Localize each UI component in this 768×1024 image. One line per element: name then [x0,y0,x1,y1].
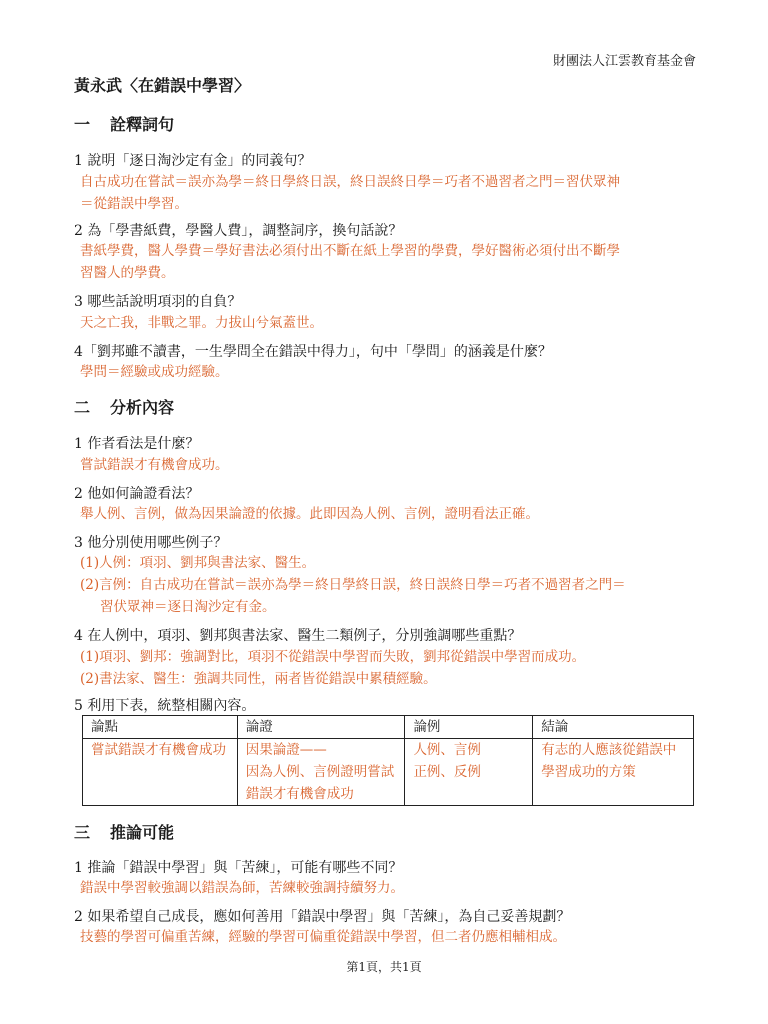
table-cell [405,739,533,806]
section-title: 詮釋詞句 [110,115,175,134]
section-title: 推論可能 [110,823,175,842]
table-header: 論證 [237,716,405,739]
answer-line: (1)人例：項羽、劉邦與書法家、醫生。 [80,555,316,571]
question-2-1: 1 作者看法是什麼？ [74,436,200,452]
table-header: 論點 [83,716,238,739]
question-3-2: 2 如果希望自己成長，應如何善用「錯誤中學習」與「苦練」，為自己妥善規劃？ [74,909,571,925]
table-header-row [83,716,694,739]
organization-name: 財團法人江雲教育基金會 [552,54,696,69]
answer-line: (1)項羽、劉邦：強調對比，項羽不從錯誤中學習而失敗，劉邦從錯誤中學習而成功。 [80,649,586,665]
answer-2-1: 嘗試錯誤才有機會成功。 [80,457,229,473]
section-title: 分析內容 [110,398,175,417]
document-title: 黃永武〈在錯誤中學習〉 [74,76,251,95]
answer-line: 習醫人的學費。 [80,265,175,281]
answer-line: (2)言例：自古成功在嘗試＝誤亦為學＝終日學終日誤，終日誤終日學＝巧者不過習者之門＝ [80,577,626,593]
section-number: 三 [74,823,91,842]
answer-line: (2)書法家、醫生：強調共同性，兩者皆從錯誤中累積經驗。 [80,671,437,687]
answer-line: ＝從錯誤中學習。 [80,196,188,212]
answer-1-3: 天之亡我，非戰之罪。力拔山兮氣蓋世。 [80,315,323,331]
table-header: 論例 [405,716,533,739]
question-2-2: 2 他如何論證看法？ [74,486,200,502]
question-2-3: 3 他分別使用哪些例子？ [74,535,228,551]
answer-line: 書紙學費，醫人學費＝學好書法必須付出不斷在紙上學習的學費，學好醫術必須付出不斷學 [80,243,620,259]
answer-line: 習伏眾神＝逐日淘沙定有金。 [100,599,276,615]
answer-line: 自古成功在嘗試＝誤亦為學＝終日學終日誤，終日誤終日學＝巧者不過習者之門＝習伏眾神 [80,174,620,190]
answer-1-4: 學問＝經驗或成功經驗。 [80,364,229,380]
answer-1-1 [80,171,698,215]
table-header: 結論 [533,716,694,739]
section-heading-1 [74,112,174,135]
section-number: 一 [74,115,91,134]
cell-line: 人例、言例 [413,742,481,758]
answer-2-4 [80,646,698,690]
question-1-1: 1 說明「逐日淘沙定有金」的同義句？ [74,153,312,169]
question-1-3: 3 哪些話說明項羽的自負？ [74,294,242,310]
cell-line: 正例、反例 [413,764,481,780]
section-heading-3 [74,820,174,843]
cell-line: 因為人例、言例證明嘗試錯誤才有機會成功 [245,764,395,802]
question-2-5: 5 利用下表，統整相關內容。 [74,698,256,714]
answer-2-2: 舉人例、言例，做為因果論證的依據。此即因為人例、言例，證明看法正確。 [80,506,539,522]
page-footer: 第1頁，共1頁 [346,960,422,974]
table-cell: 嘗試錯誤才有機會成功 [83,739,238,806]
table-row [83,739,694,806]
table-cell [237,739,405,806]
answer-2-3 [80,552,698,618]
answer-3-2: 技藝的學習可偏重苦練，經驗的學習可偏重從錯誤中學習，但二者仍應相輔相成。 [80,929,566,945]
summary-table [82,715,694,806]
answer-1-2 [80,240,698,284]
section-heading-2 [74,395,174,418]
table-cell: 有志的人應該從錯誤中學習成功的方策 [533,739,694,806]
question-1-2: 2 為「學書紙費，學醫人費」，調整詞序，換句話說？ [74,223,403,239]
cell-line: 因果論證—— [245,742,327,758]
question-2-4: 4 在人例中，項羽、劉邦與書法家、醫生二類例子，分別強調哪些重點？ [74,628,522,644]
section-number: 二 [74,398,91,417]
answer-3-1: 錯誤中學習較強調以錯誤為師，苦練較強調持續努力。 [80,880,404,896]
question-1-4: 4「劉邦雖不讀書，一生學問全在錯誤中得力」，句中「學問」的涵義是什麼？ [74,344,552,360]
question-3-1: 1 推論「錯誤中學習」與「苦練」，可能有哪些不同？ [74,860,403,876]
